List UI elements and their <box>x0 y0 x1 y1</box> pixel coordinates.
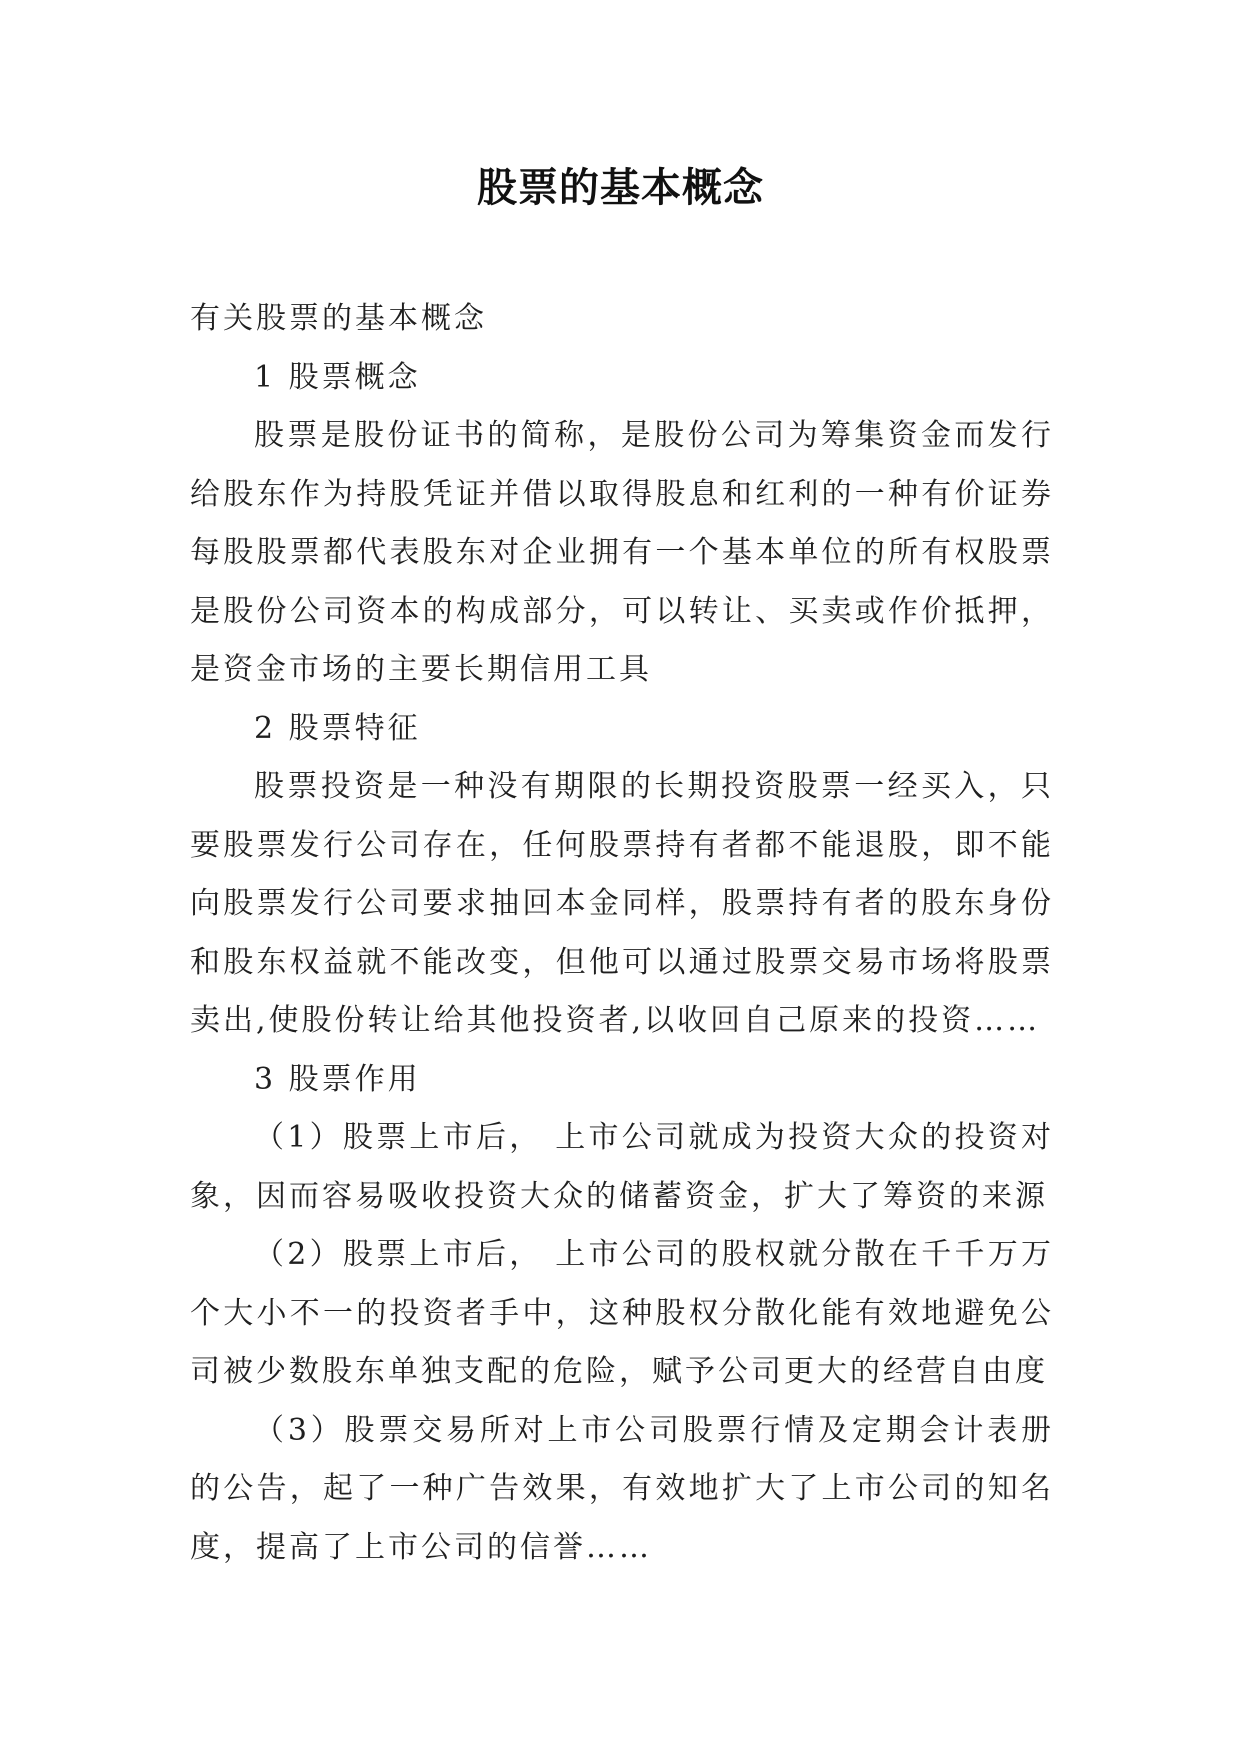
document-body <box>190 290 1054 1577</box>
intro-line: 有关股票的基本概念 <box>190 301 487 336</box>
paragraph-function-2: （2）股票上市后， 上市公司的股权就分散在千千万万个大小不一的投资者手中，这种股权分散化能有效地避免公司被少数股东单独支配的危险，赋予公司更大的经营自由度 <box>190 1237 1054 1389</box>
section-heading-concept: 1 股票概念 <box>254 359 421 395</box>
paragraph-features: 股票投资是一种没有期限的长期投资股票一经买入，只要股票发行公司存在，任何股票持有者都不能退股，即不能向股票发行公司要求抽回本金同样，股票持有者的股东身份和股东权益就不能改变，但他可以通过股票交易市场将股票卖出,使股份转让给其他投资者,以收回自己原来的投资…… <box>190 769 1054 1038</box>
paragraph-function-1: （1）股票上市后， 上市公司就成为投资大众的投资对象，因而容易吸收投资大众的储蓄资金，扩大了筹资的来源 <box>190 1120 1054 1214</box>
paragraph-function-3: （3）股票交易所对上市公司股票行情及定期会计表册的公告，起了一种广告效果，有效地扩大了上市公司的知名度，提高了上市公司的信誉…… <box>190 1412 1054 1565</box>
page-title: 股票的基本概念 <box>477 164 764 211</box>
section-heading-functions: 3 股票作用 <box>254 1061 421 1097</box>
section-heading-features: 2 股票特征 <box>254 710 421 746</box>
paragraph-concept: 股票是股份证书的简称，是股份公司为筹集资金而发行给股东作为持股凭证并借以取得股息和红利的一种有价证券每股股票都代表股东对企业拥有一个基本单位的所有权股票是股份公司资本的构成部分，可以转让、买卖或作价抵押，是资金市场的主要长期信用工具 <box>190 418 1054 687</box>
